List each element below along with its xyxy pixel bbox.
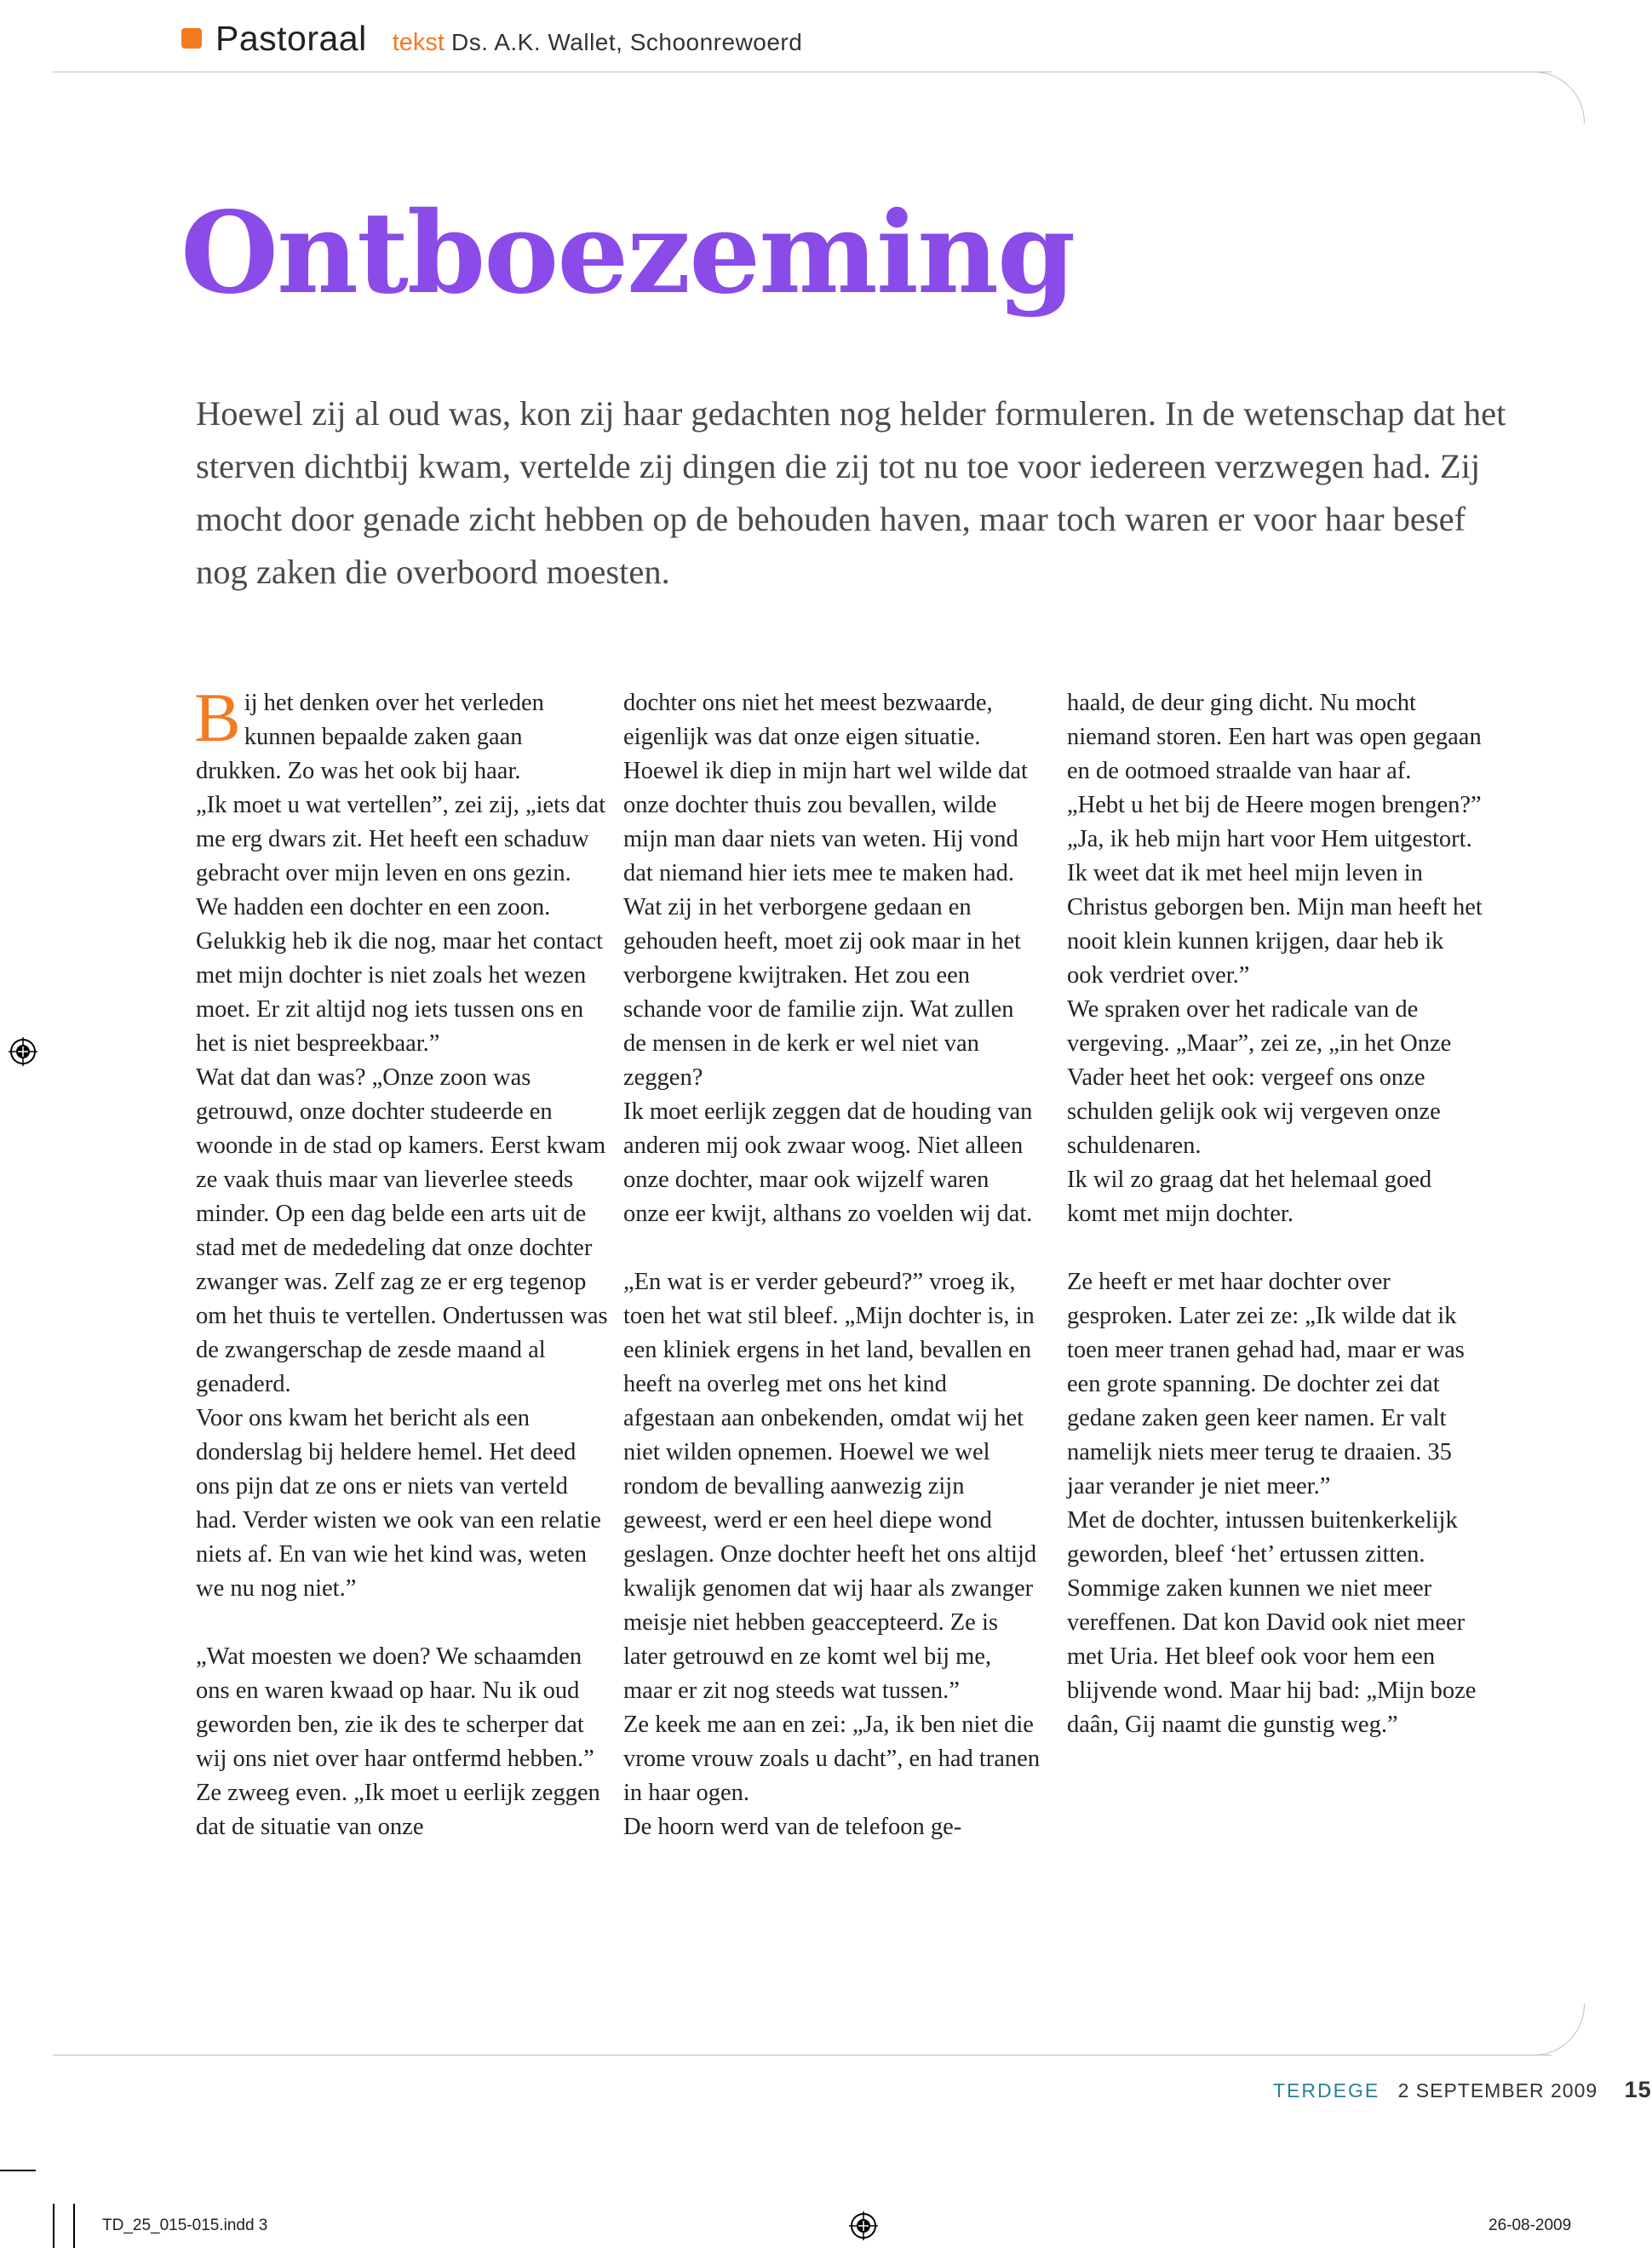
paragraph: „En wat is er verder gebeurd?” vroeg ik, toen het wat stil bleef. „Mijn dochter is, in een kliniek ergens in het land, bevallen en heeft na overleg met ons het kind afgestaan aan onbekenden, omdat wij het niet wilden opnemen. Hoewel we wel rondom de bevalling aanwezig zijn geweest, werd er een heel diepe wond geslagen. Onze dochter heeft het ons altijd kwalijk genomen dat wij haar als zwanger meisje niet hebben geaccepteerd. Ze is later getrouwd en ze komt wel bij me, maar er zit nog steeds wat tussen.” bbox=[623, 1269, 1037, 1704]
paragraph-text: ij het denken over het verleden kunnen bepaalde zaken gaan drukken. Zo was het ook bij haar. bbox=[196, 690, 544, 784]
text-column-3 bbox=[1067, 686, 1484, 1742]
paragraph: Met de dochter, intussen buitenkerkelijk geworden, bleef ‘het’ ertussen zitten. bbox=[1067, 1507, 1458, 1568]
paragraph: Voor ons kwam het bericht als een donderslag bij heldere hemel. Het deed ons pijn dat ze ons er niets van verteld had. Verder wisten we ook van een relatie niets af. En van wie het kind was, weten we nu nog niet.” bbox=[196, 1405, 601, 1602]
slug-filename: TD_25_015-015.indd 3 bbox=[102, 2216, 268, 2234]
paragraph: Wat dat dan was? „Onze zoon was getrouwd, onze dochter studeerde en woonde in de stad op kamers. Eerst kwam ze vaak thuis maar van lieverlee steeds minder. Op een dag belde een arts uit de stad met de mededeling dat onze dochter zwanger was. Zelf zag ze er erg tegenop om het thuis te vertellen. Ondertussen was de zwangerschap de zesde maand al genaderd. bbox=[196, 1064, 608, 1397]
paragraph-gap bbox=[1067, 1231, 1484, 1265]
paragraph: Ik moet eerlijk zeggen dat de houding van anderen mij ook zwaar woog. Niet alleen onze dochter, maar ook wijzelf waren onze eer kwijt, althans zo voelden wij dat. bbox=[623, 1098, 1033, 1227]
bottom-rule bbox=[53, 2055, 1552, 2056]
paragraph: „Ik moet u wat vertellen”, zei zij, „iets dat me erg dwars zit. Het heeft een schaduw gebracht over mijn leven en ons gezin. bbox=[196, 792, 606, 886]
top-rule-corner bbox=[1533, 72, 1585, 123]
article-title: Ontboezeming bbox=[181, 187, 1075, 319]
drop-cap: B bbox=[194, 679, 241, 756]
paragraph: Ze heeft er met haar dochter over gesproken. Later zei ze: „Ik wilde dat ik toen meer tranen gehad had, maar er was een grote spanning. De dochter zei dat gedane zaken geen keer namen. Er valt namelijk niets meer terug te draaien. 35 jaar verander je niet meer.” bbox=[1067, 1269, 1465, 1499]
paragraph: Ze keek me aan en zei: „Ja, ik ben niet die vrome vrouw zoals u dacht”, en had tranen in haar ogen. bbox=[623, 1712, 1041, 1806]
registration-mark-icon bbox=[9, 1037, 37, 1066]
paragraph: We hadden een dochter en een zoon. Gelukkig heb ik die nog, maar het contact met mijn dochter is niet zoals het wezen moet. Er zit altijd nog iets tussen ons en het is niet bespreekbaar.” bbox=[196, 894, 604, 1057]
section-name: Pastoraal bbox=[215, 19, 367, 58]
registration-mark-icon bbox=[849, 2211, 878, 2240]
paragraph: „Hebt u het bij de Heere mogen brengen?” bbox=[1067, 792, 1482, 818]
paragraph: De hoorn werd van de telefoon ge- bbox=[623, 1814, 962, 1840]
bottom-rule-corner bbox=[1533, 2004, 1585, 2056]
paragraph: „Ja, ik heb mijn hart voor Hem uitgestort. Ik weet dat ik met heel mijn leven in Christus geborgen ben. Mijn man heeft het nooit klein kunnen krijgen, daar heb ik ook verdriet over.” bbox=[1067, 826, 1483, 989]
crop-mark bbox=[53, 2204, 54, 2248]
page-number: 15 bbox=[1624, 2077, 1652, 2102]
section-header bbox=[181, 19, 802, 61]
section-square-icon bbox=[181, 28, 202, 49]
paragraph: dochter ons niet het meest bezwaarde, eigenlijk was dat onze eigen situatie. bbox=[623, 690, 993, 750]
page-footer bbox=[1273, 2077, 1652, 2103]
slug-date: 26-08-2009 bbox=[1489, 2216, 1572, 2234]
paragraph bbox=[194, 679, 613, 788]
text-column-2 bbox=[623, 686, 1041, 1844]
text-label: tekst bbox=[392, 29, 445, 56]
paragraph: Ze zweeg even. „Ik moet u eerlijk zeggen dat de situatie van onze bbox=[196, 1780, 600, 1840]
paragraph-gap bbox=[623, 1231, 1041, 1265]
paragraph: Ik wil zo graag dat het helemaal goed komt met mijn dochter. bbox=[1067, 1167, 1432, 1227]
crop-mark bbox=[73, 2204, 75, 2248]
paragraph: We spraken over het radicale van de vergeving. „Maar”, zei ze, „in het Onze Vader heet het ook: vergeef ons onze schulden gelijk ook wij vergeven onze schuldenaren. bbox=[1067, 996, 1452, 1159]
magazine-name: TERDEGE bbox=[1273, 2079, 1380, 2102]
paragraph: Hoewel ik diep in mijn hart wel wilde dat onze dochter thuis zou bevallen, wilde mijn man daar niets van weten. Hij vond dat niemand hier iets mee te maken had. Wat zij in het verborgene gedaan en gehouden heeft, moet zij ook maar in het verborgene kwijtraken. Het zou een schande voor de familie zijn. Wat zullen de mensen in de kerk er wel niet van zeggen? bbox=[623, 758, 1028, 1091]
intro-paragraph: Hoewel zij al oud was, kon zij haar gedachten nog helder formuleren. In de wetenschap dat het sterven dichtbij kwam, vertelde zij dingen die zij tot nu toe voor iedereen verzwegen had. Zij mocht door genade zicht hebben op de behouden haven, maar toch waren er voor haar besef nog zaken die overboord moesten. bbox=[196, 394, 1506, 591]
paragraph: haald, de deur ging dicht. Nu mocht niemand storen. Een hart was open gegaan en de ootmoed straalde van haar af. bbox=[1067, 690, 1482, 784]
author-name: Ds. A.K. Wallet, Schoonrewoerd bbox=[450, 29, 803, 55]
issue-date: 2 SEPTEMBER 2009 bbox=[1397, 2079, 1598, 2102]
crop-mark bbox=[0, 2170, 36, 2171]
paragraph-gap bbox=[196, 1606, 613, 1640]
paragraph: „Wat moesten we doen? We schaamden ons en waren kwaad op haar. Nu ik oud geworden ben, zie ik des te scherper dat wij ons niet over haar ontfermd hebben.” bbox=[196, 1643, 594, 1772]
text-column-1 bbox=[194, 679, 613, 1844]
paragraph: Sommige zaken kunnen we niet meer vereffenen. Dat kon David ook niet meer met Uria. Het bleef ook voor hem een blijvende wond. Maar hij bad: „Mijn boze daân, Gij naamt die gunstig weg.” bbox=[1067, 1575, 1477, 1738]
